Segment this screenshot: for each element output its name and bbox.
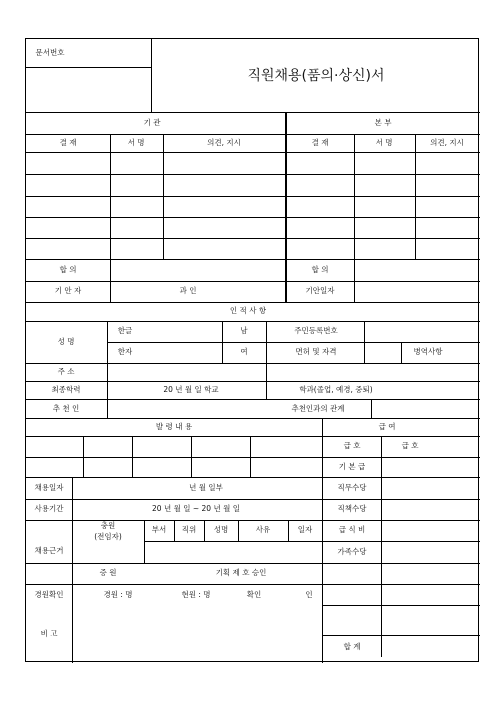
approval-no-text: 기획 제 호 승인 — [215, 568, 267, 577]
license-label: 면허 및 자격 — [295, 347, 337, 356]
apt-line-6 — [144, 541, 480, 542]
org-line-2 — [26, 152, 480, 153]
apt-grid-4 — [250, 436, 251, 477]
meal-allowance-label: 급 식 비 — [338, 525, 366, 534]
per-line-3 — [26, 363, 480, 364]
apt-basis-col — [144, 520, 145, 563]
agency-approval-header: 결 재 — [59, 138, 77, 147]
org-line-6 — [26, 238, 480, 239]
hq-opinion-header: 의견, 지시 — [430, 138, 464, 147]
appointment-section-title: 발 령 내 용 — [155, 422, 193, 431]
base-salary-label: 기 본 급 — [338, 462, 366, 471]
per-col-6 — [371, 399, 372, 418]
department-text: 학과(졸업, 예경, 중퇴) — [299, 385, 373, 394]
per-line-2 — [107, 342, 480, 343]
per-col-5 — [401, 342, 402, 363]
doc-number-label: 문서번호 — [35, 48, 65, 57]
apt-grid-3 — [191, 436, 192, 477]
org-line-4 — [26, 196, 480, 197]
position-header: 직위 — [181, 525, 197, 534]
apt-line-7 — [26, 563, 480, 564]
staff-check-label: 경원확인 — [34, 590, 64, 599]
per-col-4 — [364, 321, 365, 363]
per-line-5 — [26, 399, 480, 400]
org-center-divider — [285, 112, 287, 302]
increase-label: 충원 — [100, 521, 116, 530]
per-col-1 — [107, 321, 108, 418]
quota-text: 경원 : 명 — [103, 590, 133, 599]
org-col-d — [415, 134, 416, 260]
basis-label: 채용근거 — [34, 546, 64, 555]
remarks-label: 비 고 — [40, 629, 58, 638]
hq-approval-header: 결 재 — [311, 138, 329, 147]
org-col-b — [163, 134, 164, 260]
dept-header: 부서 — [151, 525, 167, 534]
name-header: 성명 — [213, 525, 229, 534]
salary-section-title: 급 여 — [378, 422, 396, 431]
agency-sign-header: 서 명 — [127, 138, 145, 147]
apt-line-1 — [26, 436, 480, 437]
hq-sign-header: 서 명 — [375, 138, 393, 147]
draft-date-label: 기안일자 — [305, 286, 335, 295]
per-line-4 — [26, 381, 480, 382]
apt-line-9 — [322, 605, 480, 606]
resident-no-label: 주민등록번호 — [294, 326, 338, 335]
period-label: 사용기간 — [34, 504, 64, 513]
hq-label: 본 부 — [374, 118, 392, 127]
agency-opinion-header: 의견, 지시 — [207, 138, 241, 147]
header-bottom-line — [26, 112, 480, 113]
reason-header: 사유 — [255, 525, 271, 534]
seal-text: 인 — [305, 590, 313, 599]
female-label: 여 — [240, 347, 248, 356]
section-staff-label: 과 인 — [179, 286, 197, 295]
recommender-rel-label: 추천인과의 관계 — [291, 404, 345, 413]
male-label: 남 — [240, 326, 248, 335]
recommender-label: 추 천 인 — [52, 404, 80, 413]
apt-line-10 — [322, 635, 480, 636]
hire-date-value: 년 월 일부 — [189, 483, 223, 492]
apt-line-5 — [26, 520, 480, 521]
apt-grid-2 — [132, 436, 133, 477]
hanja-name-label: 한자 — [117, 347, 133, 356]
hire-date-label: 채용일자 — [34, 483, 64, 492]
current-staff-text: 현원 : 명 — [181, 590, 211, 599]
predecessor-label: (전임자) — [94, 532, 122, 541]
date-header: 일자 — [297, 525, 313, 534]
name-label: 성 명 — [57, 337, 75, 346]
apt-b3 — [238, 520, 239, 541]
per-col-2 — [222, 321, 223, 363]
personnel-section-title: 인 적 사 항 — [229, 306, 267, 315]
education-date-text: 20 년 월 일 학교 — [163, 385, 219, 394]
apt-b4 — [288, 520, 289, 541]
org-col-c — [354, 134, 355, 302]
duty-allowance-label: 직무수당 — [337, 483, 367, 492]
org-line-5 — [26, 217, 480, 218]
salary-grade-label-2: 급 호 — [343, 441, 361, 450]
org-line-9 — [26, 302, 480, 303]
military-label: 병역사항 — [413, 347, 443, 356]
apt-line-2 — [26, 457, 480, 458]
salary-total-label: 합 계 — [343, 642, 361, 651]
header-divider — [151, 39, 152, 113]
apt-b1 — [174, 520, 175, 541]
org-line-1 — [26, 134, 480, 135]
org-col-a — [110, 134, 111, 302]
per-line-1 — [26, 321, 480, 322]
salary-col — [381, 436, 382, 657]
hiring-form — [25, 38, 479, 662]
form-title: 직원채용(품의·상신)서 — [247, 68, 385, 84]
drafter-label: 기 안 자 — [54, 286, 82, 295]
doc-number-line — [26, 67, 151, 68]
per-line-6 — [26, 418, 480, 419]
apt-label-col — [72, 477, 73, 663]
org-line-8 — [26, 281, 480, 282]
per-col-3 — [266, 321, 267, 399]
apt-b2 — [204, 520, 205, 541]
apt-line-4 — [26, 499, 480, 500]
agency-label: 기 관 — [143, 118, 161, 127]
apt-line-8 — [26, 584, 480, 585]
org-line-7 — [26, 259, 480, 260]
period-value: 20 년 월 일 ~ 20 년 월 일 — [152, 504, 240, 513]
salary-grade-label: 급 호 — [401, 441, 419, 450]
agency-cooperation-label: 합 의 — [59, 265, 77, 274]
job-allowance-label: 직책수당 — [337, 504, 367, 513]
education-label: 최종학력 — [51, 385, 81, 394]
korean-name-label: 한글 — [117, 326, 133, 335]
address-label: 주 소 — [57, 367, 75, 376]
org-line-3 — [26, 174, 480, 175]
hq-cooperation-label: 합 의 — [311, 265, 329, 274]
apt-line-3 — [26, 477, 480, 478]
family-allowance-label: 가족수당 — [337, 547, 367, 556]
apt-grid-1 — [83, 436, 84, 477]
add-staff-label: 증 원 — [99, 568, 117, 577]
confirm-text: 확인 — [246, 590, 262, 599]
